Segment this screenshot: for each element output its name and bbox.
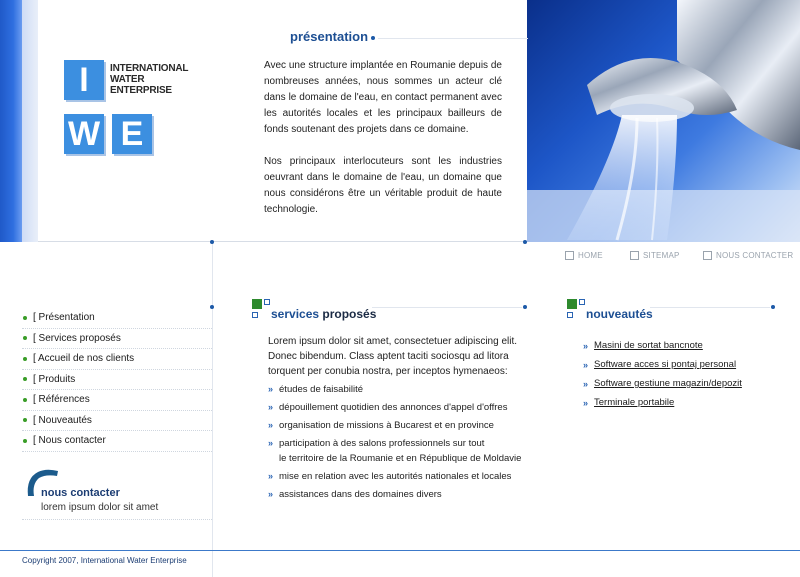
- news-title: nouveautés: [586, 307, 653, 321]
- double-chevron-icon: »: [268, 420, 274, 430]
- news-link[interactable]: Software acces si pontaj personal: [594, 359, 737, 370]
- list-item-text: dépouillement quotidien des annonces d'appel d'offres: [279, 402, 508, 413]
- sitemap-icon: [630, 251, 639, 260]
- logo-letter-i: I: [64, 60, 104, 100]
- menu-item-label: [ Nous contacter: [33, 435, 106, 447]
- news-item[interactable]: [583, 336, 742, 355]
- logo-line-1: INTERNATIONAL: [110, 63, 189, 74]
- menu-item-label: [ Présentation: [33, 312, 95, 324]
- section-dot: [523, 305, 527, 309]
- news-item[interactable]: [583, 393, 742, 412]
- services-title-rule: [372, 307, 522, 308]
- presentation-text: [264, 58, 502, 218]
- title-rule: [378, 38, 528, 39]
- list-item: [268, 382, 538, 397]
- menu-item-label: [ Accueil de nos clients: [33, 353, 135, 365]
- services-list: [268, 382, 538, 505]
- left-light-band: [22, 0, 38, 242]
- iwe-logo[interactable]: [64, 60, 194, 160]
- news-title-rule: [650, 307, 770, 308]
- nav-sitemap[interactable]: [630, 251, 680, 260]
- menu-item-products[interactable]: [22, 370, 212, 391]
- header-banner: [0, 0, 800, 242]
- bullet-icon: [23, 418, 27, 422]
- contact-icon: [703, 251, 712, 260]
- faucet-image: [527, 0, 800, 242]
- menu-item-services[interactable]: [22, 329, 212, 350]
- logo-line-2: WATER: [110, 74, 145, 85]
- double-chevron-icon: »: [268, 384, 274, 394]
- list-item-text: assistances dans des domaines divers: [279, 489, 442, 500]
- section-square-icon: [252, 299, 262, 309]
- bullet-icon: [23, 439, 27, 443]
- divider-dot-top: [210, 240, 214, 244]
- presentation-paragraph-2: Nos principaux interlocuteurs sont les industries oeuvrant dans le domaine de l'eau, un domaine que nous considérons être un véritable produit de haute technologie.: [264, 156, 502, 215]
- presentation-paragraph-1: Avec une structure implantée en Roumanie depuis de nombreuses années, nous sommes un acteur clé dans le domaine de l'eau, en contact permanent avec les autorités locales et les principaux bailleurs de fonds soutenant des projets dans ce domaine.: [264, 60, 502, 135]
- menu-item-news[interactable]: [22, 411, 212, 432]
- logo-letter-w: W: [64, 114, 104, 154]
- news-link[interactable]: Terminale portabile: [594, 397, 675, 408]
- double-chevron-icon: »: [268, 438, 274, 448]
- menu-item-label: [ Références: [33, 394, 90, 406]
- divider-dot-right: [523, 240, 527, 244]
- menu-item-presentation[interactable]: [22, 308, 212, 329]
- menu-item-label: [ Nouveautés: [33, 414, 92, 426]
- contact-box[interactable]: [22, 466, 212, 520]
- sidebar-menu: [22, 308, 212, 452]
- bullet-icon: [23, 377, 27, 381]
- nav-contact[interactable]: [703, 251, 793, 260]
- contact-subtitle: lorem ipsum dolor sit amet: [41, 502, 159, 513]
- contact-title: nous contacter: [41, 487, 120, 499]
- footer-rule: [0, 550, 800, 551]
- double-chevron-icon: »: [583, 359, 589, 370]
- double-chevron-icon: »: [268, 471, 274, 481]
- services-title: [271, 307, 376, 321]
- list-item: [268, 418, 538, 433]
- services-intro: Lorem ipsum dolor sit amet, consectetuer adipiscing elit. Donec bibendum. Class aptent taciti sociosqu ad litora torquent per conubia nostra, per inceptos hymenaeos:: [268, 336, 518, 377]
- bullet-icon: [23, 336, 27, 340]
- double-chevron-icon: »: [583, 378, 589, 389]
- list-item: [268, 436, 538, 466]
- bullet-icon: [23, 398, 27, 402]
- list-item: [268, 469, 538, 484]
- menu-item-label: [ Produits: [33, 373, 76, 385]
- list-item-line-1: participation à des salons professionnels sur tout: [279, 438, 485, 449]
- logo-line-3: ENTERPRISE: [110, 85, 172, 96]
- faucet-photo: [527, 0, 800, 242]
- double-chevron-icon: »: [583, 340, 589, 351]
- section-dot: [771, 305, 775, 309]
- nav-contact-label: NOUS CONTACTER: [716, 251, 794, 260]
- services-title-part1: services: [271, 307, 320, 321]
- list-item-text: mise en relation avec les autorités nationales et locales: [279, 471, 512, 482]
- nav-home[interactable]: [565, 251, 603, 260]
- bullet-icon: [23, 316, 27, 320]
- title-dot: [371, 36, 375, 40]
- nav-home-label: HOME: [578, 251, 603, 260]
- section-square-icon: [567, 299, 577, 309]
- menu-item-label: [ Services proposés: [33, 332, 121, 344]
- list-item-text: [279, 436, 521, 466]
- news-link[interactable]: Software gestiune magazin/depozit: [594, 378, 742, 389]
- services-title-part2: proposés: [322, 307, 377, 321]
- news-item[interactable]: [583, 355, 742, 374]
- section-square-outline-icon: [579, 299, 585, 305]
- menu-item-clients[interactable]: [22, 349, 212, 370]
- double-chevron-icon: »: [268, 489, 274, 499]
- logo-letter-e: E: [112, 114, 152, 154]
- section-square-outline-icon: [252, 312, 258, 318]
- logo-company-name: [110, 63, 188, 96]
- column-divider: [212, 242, 213, 577]
- double-chevron-icon: »: [583, 397, 589, 408]
- list-item-text: organisation de missions à Bucarest et en province: [279, 420, 494, 431]
- news-item[interactable]: [583, 374, 742, 393]
- section-square-outline-icon: [264, 299, 270, 305]
- list-item: [268, 400, 538, 415]
- presentation-title: présentation: [290, 29, 369, 44]
- home-icon: [565, 251, 574, 260]
- bullet-icon: [23, 357, 27, 361]
- news-link[interactable]: Masini de sortat bancnote: [594, 340, 703, 351]
- nav-sitemap-label: SITEMAP: [643, 251, 680, 260]
- menu-item-references[interactable]: [22, 390, 212, 411]
- list-item-text: études de faisabilité: [279, 384, 363, 395]
- footer-copyright: Copyright 2007, International Water Enterprise: [22, 556, 187, 565]
- news-list: [583, 336, 742, 412]
- menu-item-contact[interactable]: [22, 431, 212, 452]
- list-item: [268, 487, 538, 502]
- left-blue-band: [0, 0, 22, 242]
- double-chevron-icon: »: [268, 402, 274, 412]
- section-square-outline-icon: [567, 312, 573, 318]
- list-item-line-2: le territoire de la Roumanie et en République de Moldavie: [279, 453, 522, 464]
